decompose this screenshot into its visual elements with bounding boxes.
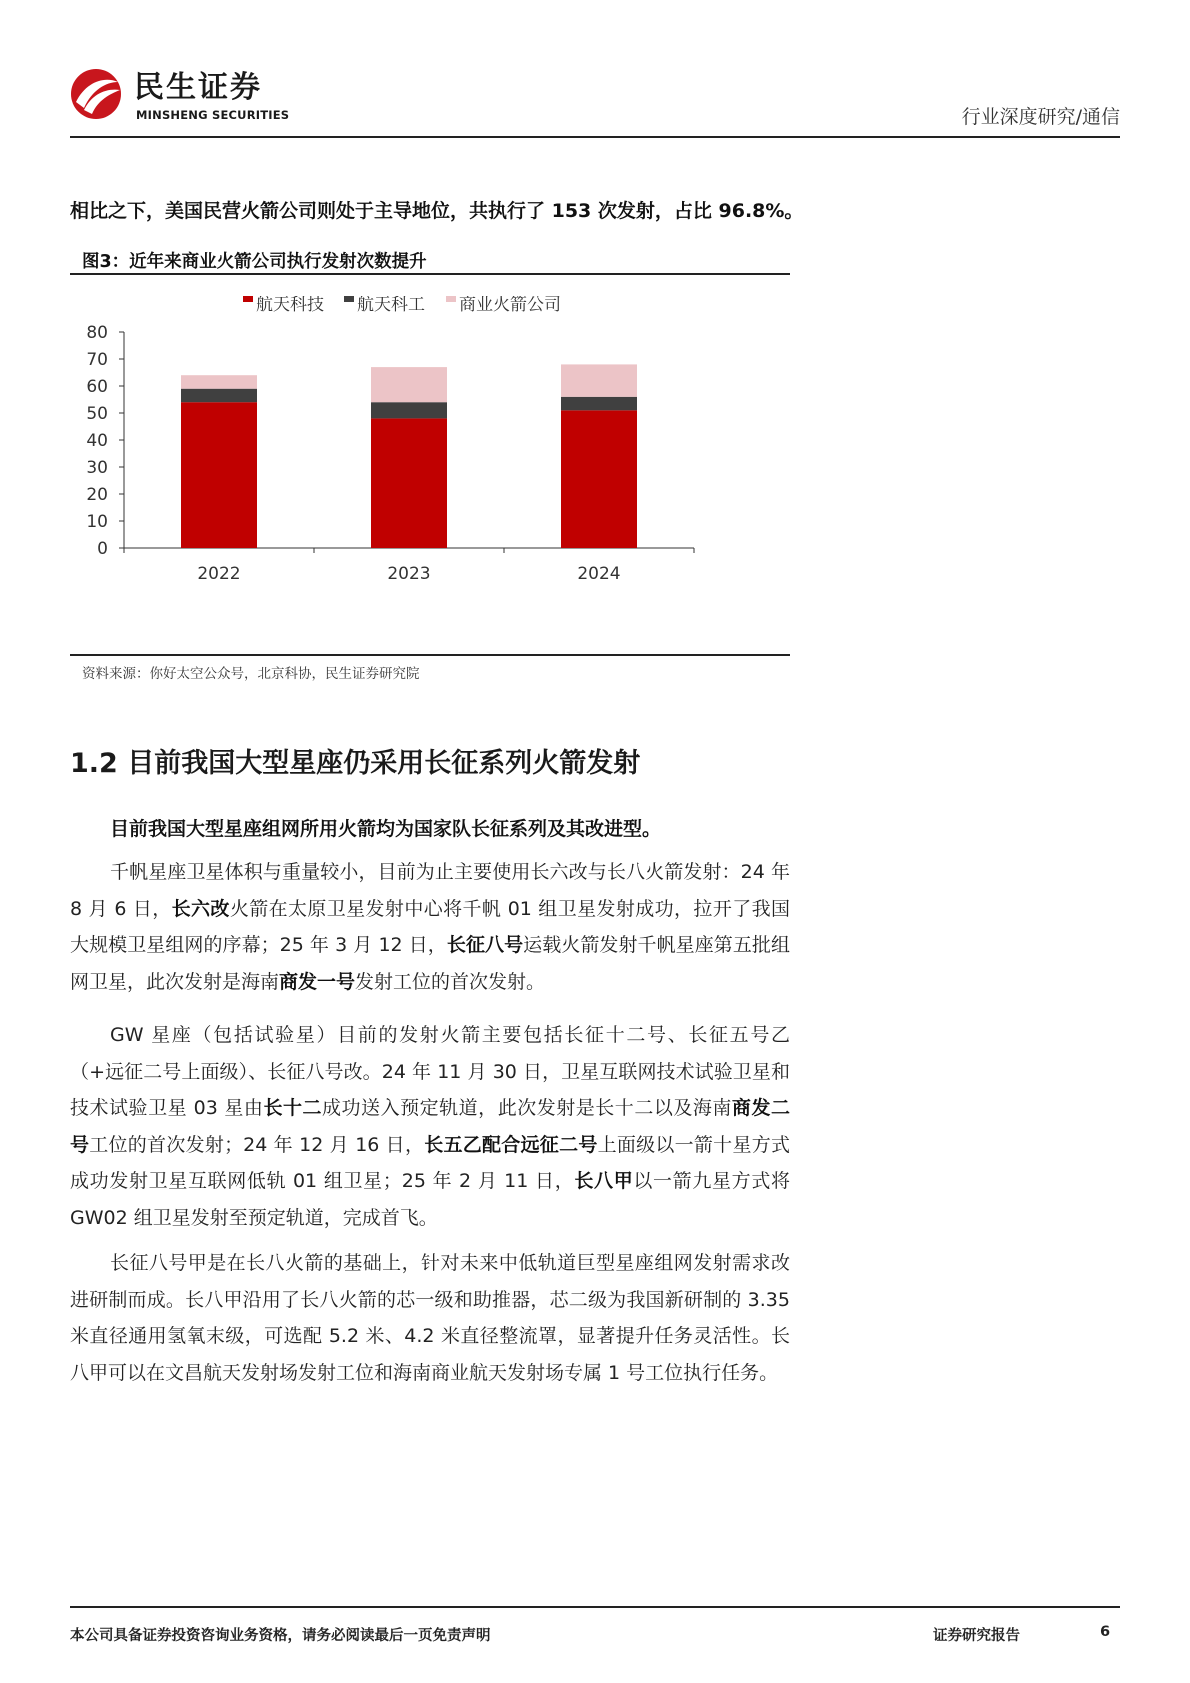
- bar-segment: [371, 367, 447, 402]
- figure-bottom-rule: [70, 654, 790, 656]
- y-tick-label: 0: [97, 539, 108, 559]
- legend-swatch: [344, 296, 354, 302]
- bar-segment: [181, 375, 257, 389]
- y-tick-label: 70: [86, 350, 108, 370]
- page-number: 6: [1100, 1624, 1111, 1640]
- text-run: 运载火箭发射千帆星座第五批组网卫星，此次发射是海南: [70, 934, 790, 993]
- footer-disclaimer: 本公司具备证券投资咨询业务资格，请务必阅读最后一页免责声明: [70, 1628, 491, 1644]
- text-run: 上面级以一箭十星方式成功发射卫星互联网低轨 01 组卫星；25 年 2 月 11 日，: [70, 1133, 790, 1192]
- legend-label: 航天科工: [357, 296, 425, 315]
- section-lead: 目前我国大型星座组网所用火箭均为国家队长征系列及其改进型。: [110, 818, 662, 840]
- text-run: 成功送入预定轨道，此次发射是长十二以及海南: [322, 1097, 732, 1119]
- y-tick-label: 40: [86, 431, 108, 451]
- bold-term: 长十二: [263, 1097, 323, 1119]
- footer-report-type: 证券研究报告: [933, 1628, 1020, 1644]
- text-run: GW 星座（包括试验星）目前的发射火箭主要包括长征十二号、长征五号乙（+远征二号上面级）、长征八号改。24 年 11 月 30 日，卫星互联网技术试验卫星和技术试验卫星 03 星由: [70, 1024, 790, 1119]
- y-tick-label: 10: [86, 512, 108, 532]
- brand-name-en: MINSHENG SECURITIES: [136, 108, 290, 122]
- y-tick-label: 20: [86, 485, 108, 505]
- section-heading: 1.2 目前我国大型星座仍采用长征系列火箭发射: [70, 748, 641, 779]
- bar-segment: [561, 364, 637, 396]
- paragraph-qianfan: [70, 854, 790, 1000]
- minsheng-logo-icon: [70, 68, 122, 120]
- bold-term: 商发二号: [70, 1097, 790, 1156]
- figure-title: 图3：近年来商业火箭公司执行发射次数提升: [82, 252, 427, 272]
- text-run: 火箭在太原卫星发射中心将千帆 01 组卫星发射成功，拉开了我国大规模卫星组网的序幕；25 年 3 月 12 日，: [70, 897, 790, 956]
- y-tick-label: 80: [86, 323, 108, 343]
- brand-name-cn: 民生证券: [134, 70, 262, 105]
- text-run: 工位的首次发射；24 年 12 月 16 日，: [89, 1133, 425, 1156]
- legend-swatch: [243, 296, 253, 302]
- paragraph-text: [70, 1017, 790, 1236]
- bold-term: 长五乙配合远征二号: [424, 1133, 598, 1156]
- bold-term: 商发一号: [279, 970, 356, 993]
- launch-count-chart: [70, 296, 790, 636]
- legend-label: 商业火箭公司: [459, 296, 561, 315]
- x-tick-label: 2024: [577, 564, 621, 584]
- y-tick-label: 30: [86, 458, 108, 478]
- bar-segment: [181, 389, 257, 403]
- figure-top-rule: [70, 273, 790, 275]
- bar-segment: [371, 418, 447, 548]
- bold-term: 长征八号: [446, 934, 524, 956]
- x-tick-label: 2023: [387, 564, 431, 584]
- figure-source: 资料来源：你好太空公众号，北京科协，民生证券研究院: [82, 666, 420, 682]
- bar-segment: [181, 402, 257, 548]
- bar-segment: [561, 410, 637, 548]
- intro-sentence: 相比之下，美国民营火箭公司则处于主导地位，共执行了 153 次发射，占比 96.8%。: [70, 200, 804, 222]
- bold-term: 长八甲: [574, 1170, 634, 1192]
- bold-term: 长六改: [171, 897, 230, 920]
- text-run: 以一箭九星方式将 GW02 组卫星发射至预定轨道，完成首飞。: [70, 1170, 790, 1229]
- y-tick-label: 60: [86, 377, 108, 397]
- footer-divider: [70, 1606, 1120, 1608]
- text-run: 千帆星座卫星体积与重量较小，目前为止主要使用长六改与长八火箭发射：24 年 8 月 6 日，: [70, 861, 790, 920]
- bar-segment: [561, 397, 637, 411]
- text-run: 长征八号甲是在长八火箭的基础上，针对未来中低轨道巨型星座组网发射需求改进研制而成。长八甲沿用了长八火箭的芯一级和助推器，芯二级为我国新研制的 3.35 米直径通用氢氧末级，可选配 5.2 米、4.2 米直径整流罩，显著提升任务灵活性。长八甲可以在文昌航天发射场发射工位和海南商业航天发射场专属 1 号工位执行任务。: [70, 1252, 790, 1384]
- bar-segment: [371, 402, 447, 418]
- header-divider: [70, 136, 1120, 138]
- x-tick-label: 2022: [197, 564, 241, 584]
- paragraph-text: [70, 854, 790, 1000]
- paragraph-text: [70, 1245, 790, 1391]
- legend-label: 航天科技: [256, 296, 324, 315]
- paragraph-gw: [70, 1017, 790, 1236]
- y-tick-label: 50: [86, 404, 108, 424]
- legend-swatch: [446, 296, 456, 302]
- paragraph-cz8a: [70, 1245, 790, 1391]
- report-category: 行业深度研究/通信: [961, 106, 1120, 128]
- text-run: 发射工位的首次发射。: [355, 970, 546, 993]
